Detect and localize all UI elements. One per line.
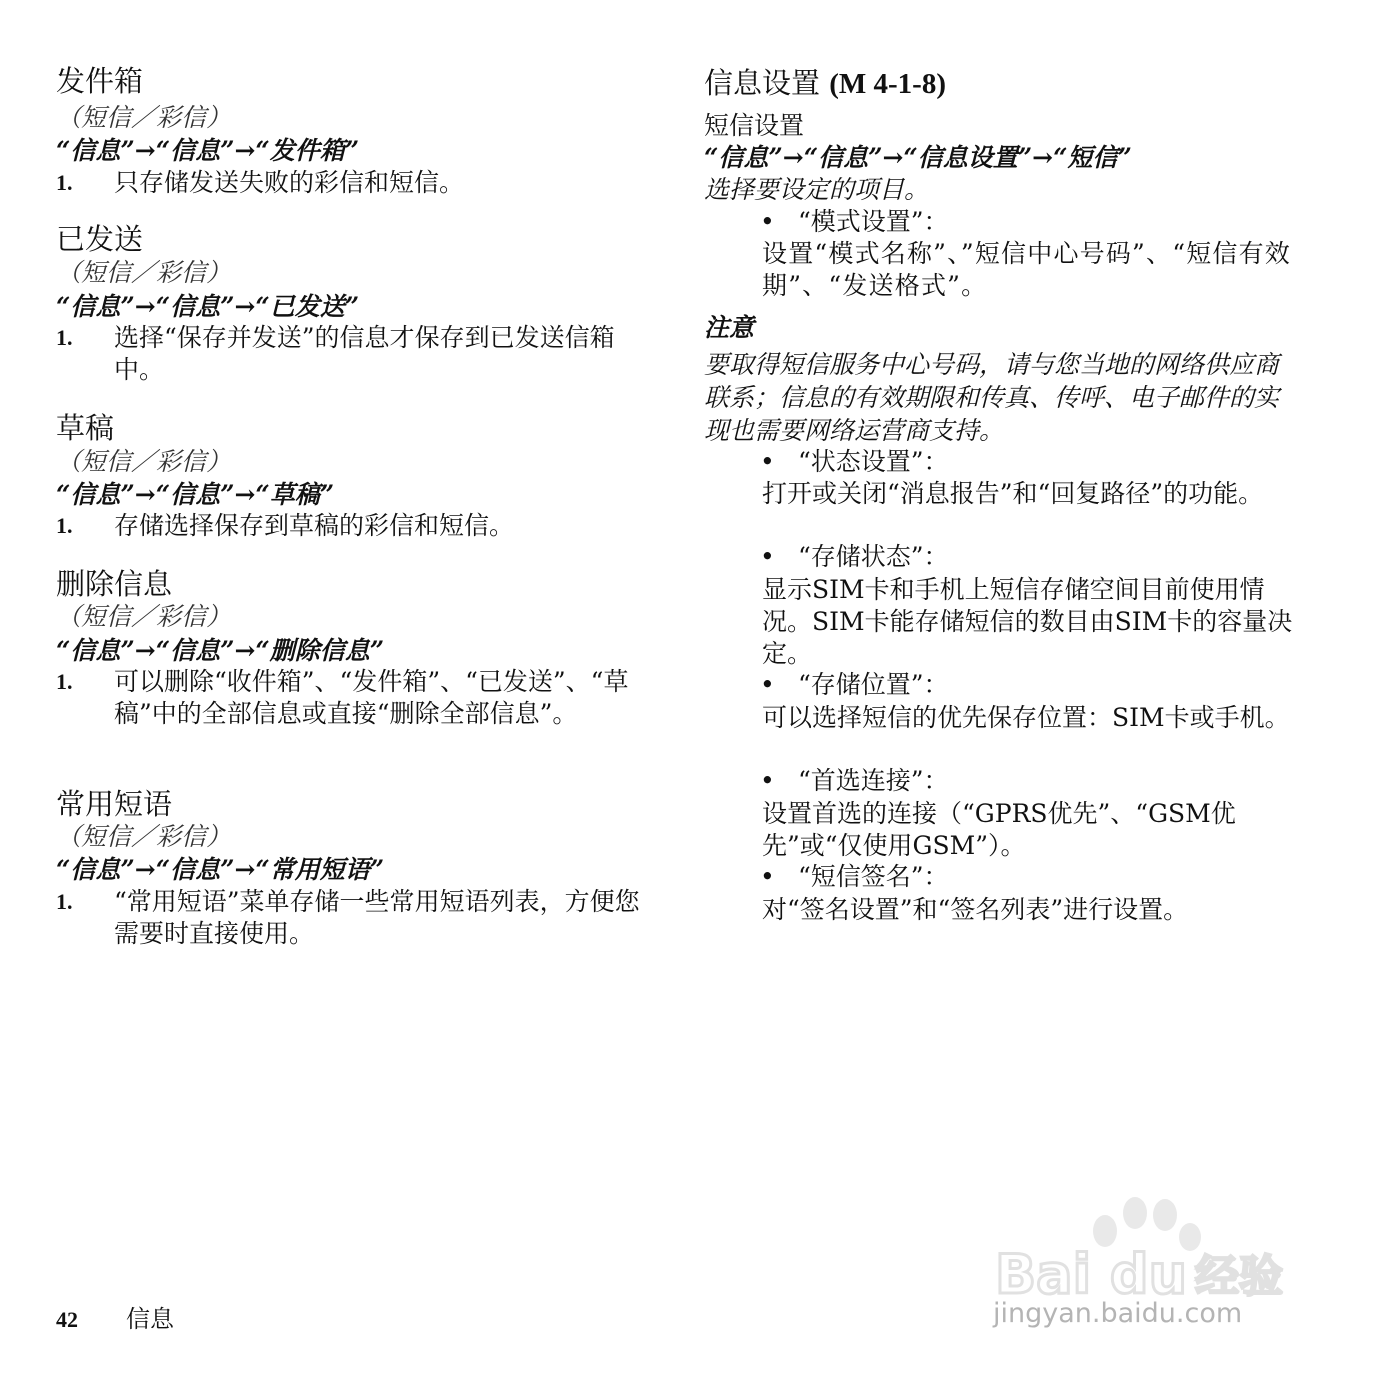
section-subtitle: （短信／彩信） <box>56 602 232 631</box>
bullet-icon: • <box>760 447 775 476</box>
item-text: “常用短语”菜单存储一些常用短语列表，方便您需要时直接使用。 <box>114 887 640 948</box>
bullet-item <box>760 862 949 892</box>
bullet-description: 打开或关闭“消息报告”和“回复路径”的功能。 <box>762 479 1264 508</box>
footer-chapter: 信息 <box>126 1305 174 1333</box>
bullet-icon: • <box>760 766 775 795</box>
bullet-description: 对“签名设置”和“签名列表”进行设置。 <box>762 895 1189 924</box>
item-text: 选择“保存并发送”的信息才保存到已发送信箱中。 <box>114 323 615 384</box>
bullet-label: “首选连接”： <box>798 766 949 795</box>
item-text: 只存储发送失败的彩信和短信。 <box>114 168 465 197</box>
watermark-logo: Bai du <box>995 1243 1188 1306</box>
page-section-title <box>704 66 946 101</box>
bullet-icon: • <box>760 542 775 571</box>
section-title: 发件箱 <box>56 64 144 98</box>
bullet-description: 显示SIM卡和手机上短信存储空间目前使用情况。SIM卡能存储短信的数目由SIM卡的容量决定。 <box>762 575 1293 668</box>
section-subtitle: （短信／彩信） <box>56 447 232 476</box>
item-text: 存储选择保存到草稿的彩信和短信。 <box>114 511 515 540</box>
bullet-icon: • <box>760 207 775 236</box>
section-title: 删除信息 <box>56 567 173 601</box>
bullet-icon: • <box>760 862 775 891</box>
bullet-item <box>760 670 949 700</box>
menu-code: (M 4-1-8) <box>829 68 946 100</box>
item-number: 1. <box>56 889 73 914</box>
bullet-description: 可以选择短信的优先保存位置：SIM卡或手机。 <box>762 703 1290 732</box>
item-number: 1. <box>56 513 73 538</box>
menu-path: “信息”→“信息”→“删除信息” <box>56 636 385 665</box>
section-subtitle: （短信／彩信） <box>56 103 232 132</box>
menu-path: “信息”→“信息”→“草稿” <box>56 480 335 509</box>
watermark-url: jingyan.baidu.com <box>993 1298 1243 1329</box>
section-title: 常用短语 <box>56 787 173 821</box>
subsection-title: 短信设置 <box>704 111 805 140</box>
svg-text:经验: 经验 <box>1195 1251 1283 1302</box>
item-number: 1. <box>56 170 73 195</box>
bullet-item <box>760 766 949 796</box>
item-text: 可以删除“收件箱”、“发件箱”、“已发送”、“草稿”中的全部信息或直接“删除全部信息”。 <box>114 667 629 728</box>
intro-text: 选择要设定的项目。 <box>704 175 930 204</box>
bullet-icon: • <box>760 670 775 699</box>
section-subtitle: （短信／彩信） <box>56 258 232 287</box>
note-label: 注意 <box>704 313 755 342</box>
bullet-item <box>760 542 949 572</box>
bullet-item <box>760 447 949 477</box>
item-number: 1. <box>56 669 73 694</box>
bullet-item <box>760 207 949 237</box>
bullet-label: “短信签名”： <box>798 862 949 891</box>
section-subtitle: （短信／彩信） <box>56 822 232 851</box>
bullet-label: “存储状态”： <box>798 542 949 571</box>
section-title: 已发送 <box>56 222 144 256</box>
bullet-description: 设置首选的连接（“GPRS优先”、“GSM优先”或“仅使用GSM”）。 <box>762 799 1236 860</box>
menu-path: “信息”→“信息”→“常用短语” <box>56 855 385 884</box>
bullet-label: “存储位置”： <box>798 670 949 699</box>
title-text: 信息设置 <box>704 66 821 100</box>
item-number: 1. <box>56 325 73 350</box>
menu-path: “信息”→“信息”→“已发送” <box>56 292 360 321</box>
page-number: 42 <box>56 1307 78 1332</box>
menu-path: “信息”→“信息”→“发件箱” <box>56 136 360 165</box>
bullet-label: “模式设置”： <box>798 207 949 236</box>
section-title: 草稿 <box>56 411 115 445</box>
menu-path: “信息”→“信息”→“信息设置”→“短信” <box>704 143 1132 172</box>
bullet-label: “状态设置”： <box>798 447 949 476</box>
bullet-description: 设置“模式名称”、”短信中心号码”、“短信有效期”、“发送格式”。 <box>762 239 1292 300</box>
note-text: 要取得短信服务中心号码，请与您当地的网络供应商联系；信息的有效期限和传真、传呼、电子邮件的实现也需要网络运营商支持。 <box>704 350 1280 445</box>
